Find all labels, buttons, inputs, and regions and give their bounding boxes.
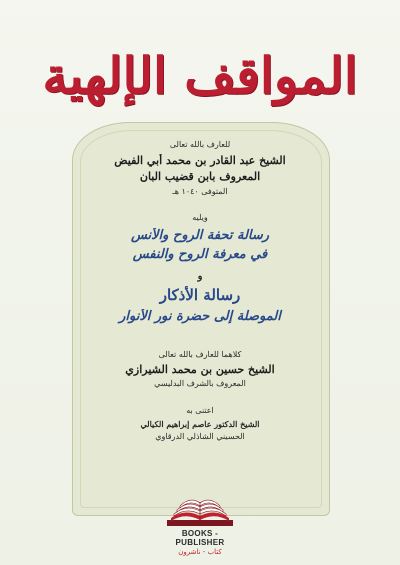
treatise1-subtitle: في معرفة الروح والنفس xyxy=(132,247,268,262)
editor-affiliation: الحسيني الشاذلي الدرقاوي xyxy=(155,432,245,441)
treatise1-title: رسالة تحفة الروح والأنس xyxy=(130,228,270,243)
treatise2-subtitle: الموصلة إلى حضرة نور الأنوار xyxy=(119,309,281,324)
author-known-as: المعروف بابن قضيب البان xyxy=(139,170,261,183)
publisher-name: BOOKS - PUBLISHER xyxy=(175,529,225,547)
conjunction: و xyxy=(197,271,203,282)
second-author-intro: كلاهما للعارف بالله تعالى xyxy=(158,350,242,359)
author-death: المتوفى ١٠٤٠ هـ xyxy=(172,187,228,196)
second-author-name: الشيخ حسين بن محمد الشيرازي xyxy=(125,363,275,376)
author-name: الشيخ عبد القادر بن محمد أبي الفيض xyxy=(114,154,286,167)
open-book-icon xyxy=(165,484,235,528)
followed-by: ويليه xyxy=(192,213,208,222)
publisher-logo xyxy=(158,484,242,558)
title-band xyxy=(0,30,400,120)
editor-name: الشيخ الدكتور عاصم إبراهيم الكيالي xyxy=(140,419,260,429)
author-intro: للعارف بالله تعالى xyxy=(169,140,231,149)
book-title: المواقف الإلهية xyxy=(42,45,358,105)
editor-intro: اعتنى به xyxy=(186,406,214,415)
second-author-known-as: المعروف بالشرف البدليسي xyxy=(154,379,246,388)
treatise2-title: رسالة الأذكار xyxy=(159,286,241,304)
publisher-name-arabic: كتاب - ناشرون xyxy=(178,548,222,556)
